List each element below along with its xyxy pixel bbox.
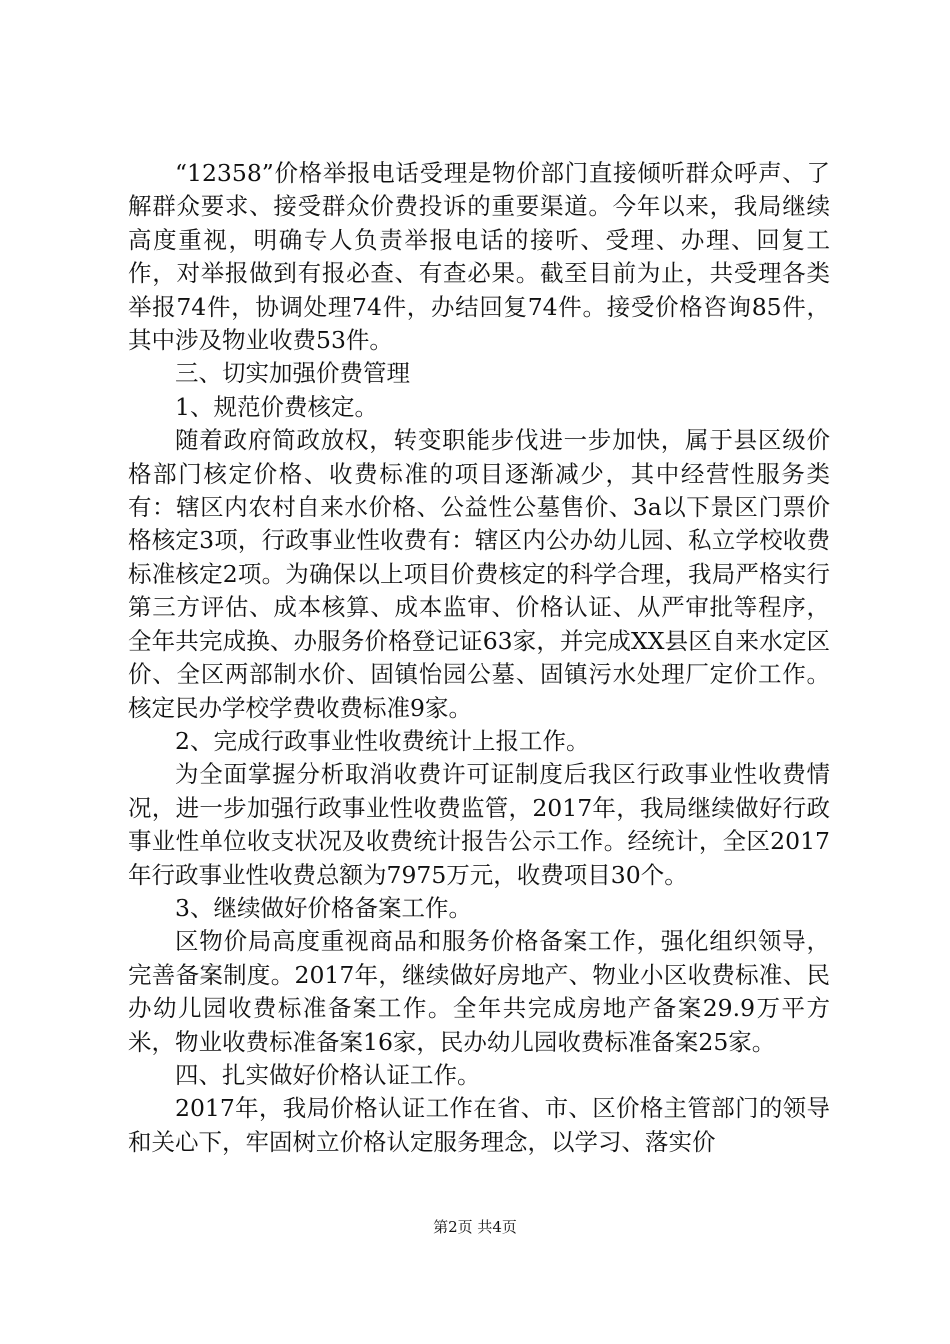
page-number-footer: 第2页 共4页: [433, 1218, 517, 1236]
section-heading-3: 三、切实加强价费管理: [175, 359, 410, 388]
paragraph-price-filing: 区物价局高度重视商品和服务价格备案工作，强化组织领导，完善备案制度。2017年，继续做好房地产、物业小区收费标准、民办幼儿园收费标准备案工作。全年共完成房地产备案29.9万平方米，物业收费标准备案16家，民办幼儿园收费标准备案25家。: [128, 927, 830, 1056]
paragraph-price-certification: 2017年，我局价格认证工作在省、市、区价格主管部门的领导和关心下，牢固树立价格认定服务理念，以学习、落实价: [128, 1094, 830, 1156]
document-body: [128, 157, 830, 1159]
subheading-2: 2、完成行政事业性收费统计上报工作。: [175, 726, 590, 755]
subheading-3: 3、继续做好价格备案工作。: [175, 893, 472, 922]
paragraph-price-verification: 随着政府简政放权，转变职能步伐进一步加快，属于县区级价格部门核定价格、收费标准的项目逐渐减少，其中经营性服务类有：辖区内农村自来水价格、公益性公墓售价、3a以下景区门票价格核定3项，行政事业性收费有：辖区内公办幼儿园、私立学校收费标准核定2项。为确保以上项目价费核定的科学合理，我局严格实行第三方评估、成本核算、成本监审、价格认证、从严审批等程序，全年共完成换、办服务价格登记证63家，并完成XX县区自来水定区价、全区两部制水价、固镇怡园公墓、固镇污水处理厂定价工作。核定民办学校学费收费标准9家。: [128, 426, 830, 722]
section-heading-4: 四、扎实做好价格认证工作。: [175, 1060, 481, 1089]
subheading-1: 1、规范价费核定。: [175, 392, 378, 421]
paragraph-fee-statistics: 为全面掌握分析取消收费许可证制度后我区行政事业性收费情况，进一步加强行政事业性收费监管，2017年，我局继续做好行政事业性单位收支状况及收费统计报告公示工作。经统计，全区2017年行政事业性收费总额为7975万元，收费项目30个。: [128, 760, 830, 889]
paragraph-hotline: “12358”价格举报电话受理是物价部门直接倾听群众呼声、了解群众要求、接受群众价费投诉的重要渠道。今年以来，我局继续高度重视，明确专人负责举报电话的接听、受理、办理、回复工作，对举报做到有报必查、有查必果。截至目前为止，共受理各类举报74件，协调处理74件，办结回复74件。接受价格咨询85件，其中涉及物业收费53件。: [128, 159, 830, 355]
